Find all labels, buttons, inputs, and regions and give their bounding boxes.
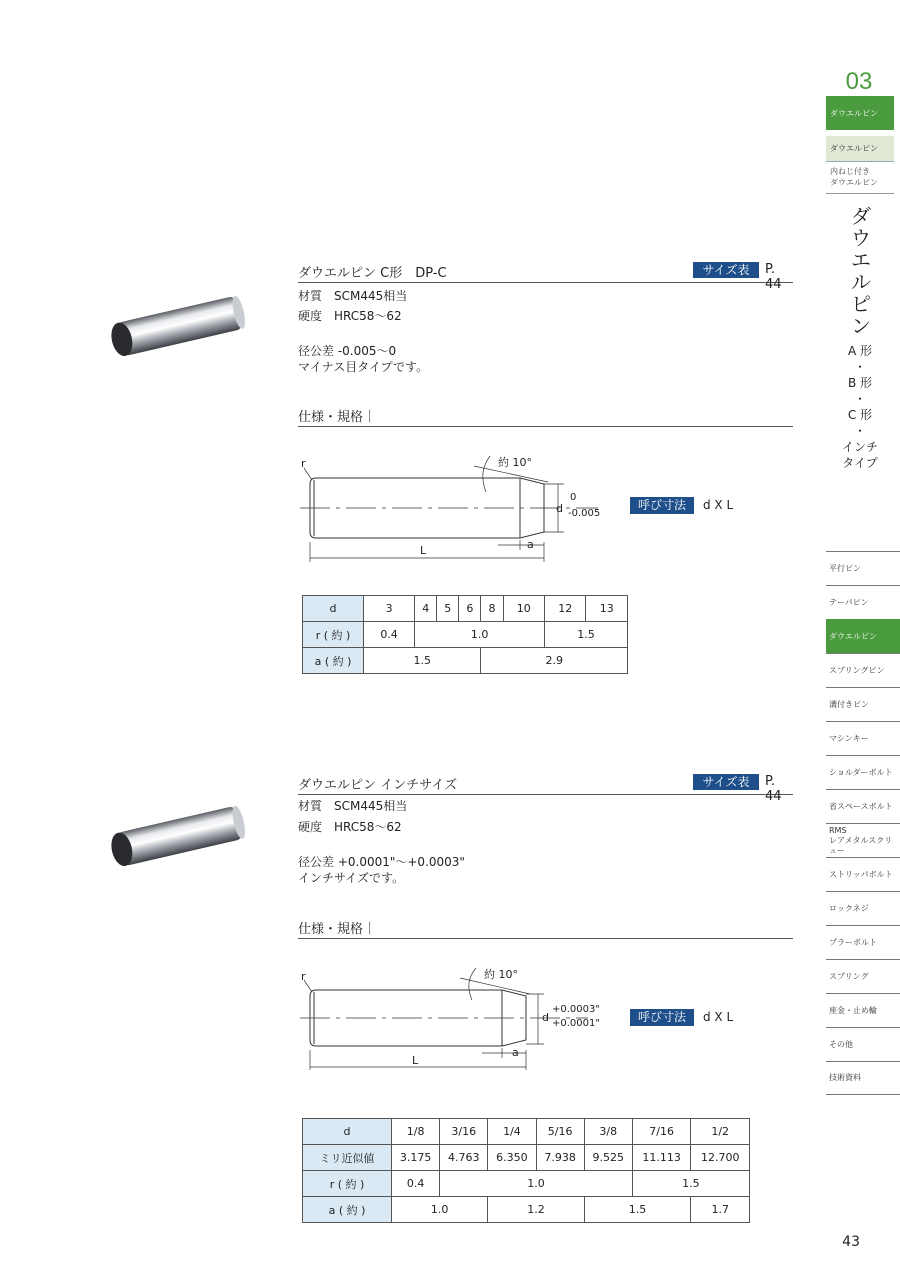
table-cell: 10 [503, 596, 544, 622]
table-cell: 6.350 [488, 1145, 536, 1171]
product2-tol-lower: +0.0001" [552, 1018, 600, 1029]
product2-title-row [298, 774, 793, 804]
table-row [303, 648, 628, 674]
table-cell: 1/2 [691, 1119, 750, 1145]
table-row [303, 596, 628, 622]
product1-hardness: 硬度 HRC58～62 [298, 309, 402, 323]
table-row [303, 1171, 750, 1197]
table-row [303, 1119, 750, 1145]
nav-item-spring-pin[interactable]: スプリングピン [826, 653, 900, 687]
product2-nominal-label: 呼び寸法 [630, 1009, 694, 1026]
nav-item-stripper-bolt[interactable]: ストリッパボルト [826, 857, 900, 891]
table-row [303, 1145, 750, 1171]
table-cell: 1.5 [584, 1197, 691, 1223]
product2-page-ref[interactable]: P. 44 [765, 774, 782, 804]
nav-item-spring[interactable]: スプリング [826, 959, 900, 993]
table-cell: 2.9 [481, 648, 628, 674]
table-cell: 6 [459, 596, 481, 622]
table-cell: 1.7 [691, 1197, 750, 1223]
table-cell: 3 [364, 596, 415, 622]
nav-item-washer[interactable]: 座金・止め輪 [826, 993, 900, 1027]
product1-title: ダウエルピン C形 DP-C [298, 266, 447, 281]
table-cell: 4 [415, 596, 437, 622]
nav-item-puller-bolt[interactable]: プラーボルト [826, 925, 900, 959]
table-cell: 3/8 [584, 1119, 632, 1145]
product2-a-label: a [512, 1046, 519, 1059]
product1-d-label: d [556, 502, 563, 515]
product1-tol-lower: -0.005 [568, 508, 601, 519]
table-cell: 5/16 [536, 1119, 584, 1145]
nav-item-shoulder-bolt[interactable]: ショルダーボルト [826, 755, 900, 789]
table-cell: 5 [437, 596, 459, 622]
product1-note: マイナス目タイプです。 [298, 360, 429, 374]
product2-L-label: L [412, 1054, 419, 1067]
product2-drawing [298, 964, 618, 1076]
product1-tolerance: 径公差 -0.005～0 [298, 344, 397, 358]
product2-tol-upper: +0.0003" [552, 1004, 600, 1015]
table-cell: 0.4 [364, 622, 415, 648]
product2-spec-table [302, 1118, 750, 1223]
page-number: 43 [842, 1234, 860, 1250]
nav-item-technical-data[interactable]: 技術資料 [826, 1061, 900, 1095]
product2-size-table-button[interactable]: サイズ表 [693, 774, 759, 790]
nav-item-parallel-pin[interactable]: 平行ピン [826, 551, 900, 585]
product2-d-label: d [542, 1011, 549, 1024]
product1-angle-label: 約 10° [498, 456, 532, 469]
chapter-number: 03 [845, 68, 873, 95]
table-header-a: a ( 約 ) [303, 648, 364, 674]
table-cell: 1/8 [392, 1119, 440, 1145]
product1-spec-heading: 仕様・規格｜ [298, 406, 793, 427]
product2-title: ダウエルピン インチサイズ [298, 778, 458, 793]
nav-item-lock-screw[interactable]: ロックネジ [826, 891, 900, 925]
product2-spec-heading: 仕様・規格｜ [298, 918, 793, 939]
table-cell: 1.5 [364, 648, 481, 674]
product1-title-row [298, 262, 793, 292]
table-cell: 1.5 [545, 622, 628, 648]
table-cell: 7.938 [536, 1145, 584, 1171]
table-cell: 11.113 [632, 1145, 691, 1171]
product2-material: 材質 SCM445相当 [298, 799, 408, 813]
nav-item-dowel-pin[interactable]: ダウエルピン [826, 619, 900, 653]
product2-note: インチサイズです。 [298, 871, 405, 885]
product2-r-label: r [301, 970, 306, 983]
vertical-title: ダ ウ エ ル ピ ン [851, 204, 871, 338]
table-cell: 1.0 [440, 1171, 633, 1197]
product1-spec-table [302, 595, 628, 674]
table-header-a: a ( 約 ) [303, 1197, 392, 1223]
product1-r-label: r [301, 457, 306, 470]
table-header-r: r ( 約 ) [303, 622, 364, 648]
nav-item-taper-pin[interactable]: テーパピン [826, 585, 900, 619]
table-cell: 1.5 [632, 1171, 749, 1197]
table-cell: 3/16 [440, 1119, 488, 1145]
product1-nominal-label: 呼び寸法 [630, 497, 694, 514]
table-header-d: d [303, 1119, 392, 1145]
table-cell: 13 [586, 596, 628, 622]
table-cell: 1.0 [415, 622, 545, 648]
product1-L-label: L [420, 544, 427, 557]
sub-item-dowel-pin[interactable]: ダウエルピン [826, 136, 894, 162]
category-nav [826, 551, 900, 1095]
product2-hardness: 硬度 HRC58～62 [298, 820, 402, 834]
nav-item-machine-key[interactable]: マシンキー [826, 721, 900, 755]
table-row [303, 1197, 750, 1223]
table-cell: 1/4 [488, 1119, 536, 1145]
product1-a-label: a [527, 538, 534, 551]
table-cell: 8 [481, 596, 503, 622]
table-header-mm: ミリ近似値 [303, 1145, 392, 1171]
product2-nominal-value: d X L [703, 1010, 734, 1024]
nav-item-grooved-pin[interactable]: 溝付きピン [826, 687, 900, 721]
product2-tolerance: 径公差 +0.0001"～+0.0003" [298, 855, 465, 869]
table-cell: 9.525 [584, 1145, 632, 1171]
table-cell: 3.175 [392, 1145, 440, 1171]
product1-size-table-button[interactable]: サイズ表 [693, 262, 759, 278]
nav-item-rms[interactable]: RMS レアメタルスクリュー [826, 823, 900, 857]
table-cell: 12.700 [691, 1145, 750, 1171]
nav-item-other[interactable]: その他 [826, 1027, 900, 1061]
category-tab[interactable]: ダウエルピン [826, 96, 894, 130]
table-cell: 7/16 [632, 1119, 691, 1145]
table-cell: 0.4 [392, 1171, 440, 1197]
product1-drawing [298, 450, 618, 570]
type-list: A 形 ・ B 形 ・ C 形 ・ インチ タイプ [841, 344, 878, 470]
table-cell: 1.0 [392, 1197, 488, 1223]
table-cell: 1.2 [488, 1197, 584, 1223]
inch-dowel-pin-photo [100, 800, 250, 870]
product1-material: 材質 SCM445相当 [298, 289, 408, 303]
product1-tol-upper: 0 [570, 492, 577, 503]
table-cell: 12 [545, 596, 586, 622]
table-header-d: d [303, 596, 364, 622]
table-header-r: r ( 約 ) [303, 1171, 392, 1197]
product2-angle-label: 約 10° [484, 968, 518, 981]
sub-item-threaded-dowel-pin[interactable]: 内ねじ付き ダウエルピン [826, 166, 894, 194]
nav-item-space-saving-bolt[interactable]: 省スペースボルト [826, 789, 900, 823]
dowel-pin-photo [100, 290, 250, 360]
product1-page-ref[interactable]: P. 44 [765, 262, 782, 292]
table-row [303, 622, 628, 648]
product1-nominal-value: d X L [703, 498, 734, 512]
table-cell: 4.763 [440, 1145, 488, 1171]
